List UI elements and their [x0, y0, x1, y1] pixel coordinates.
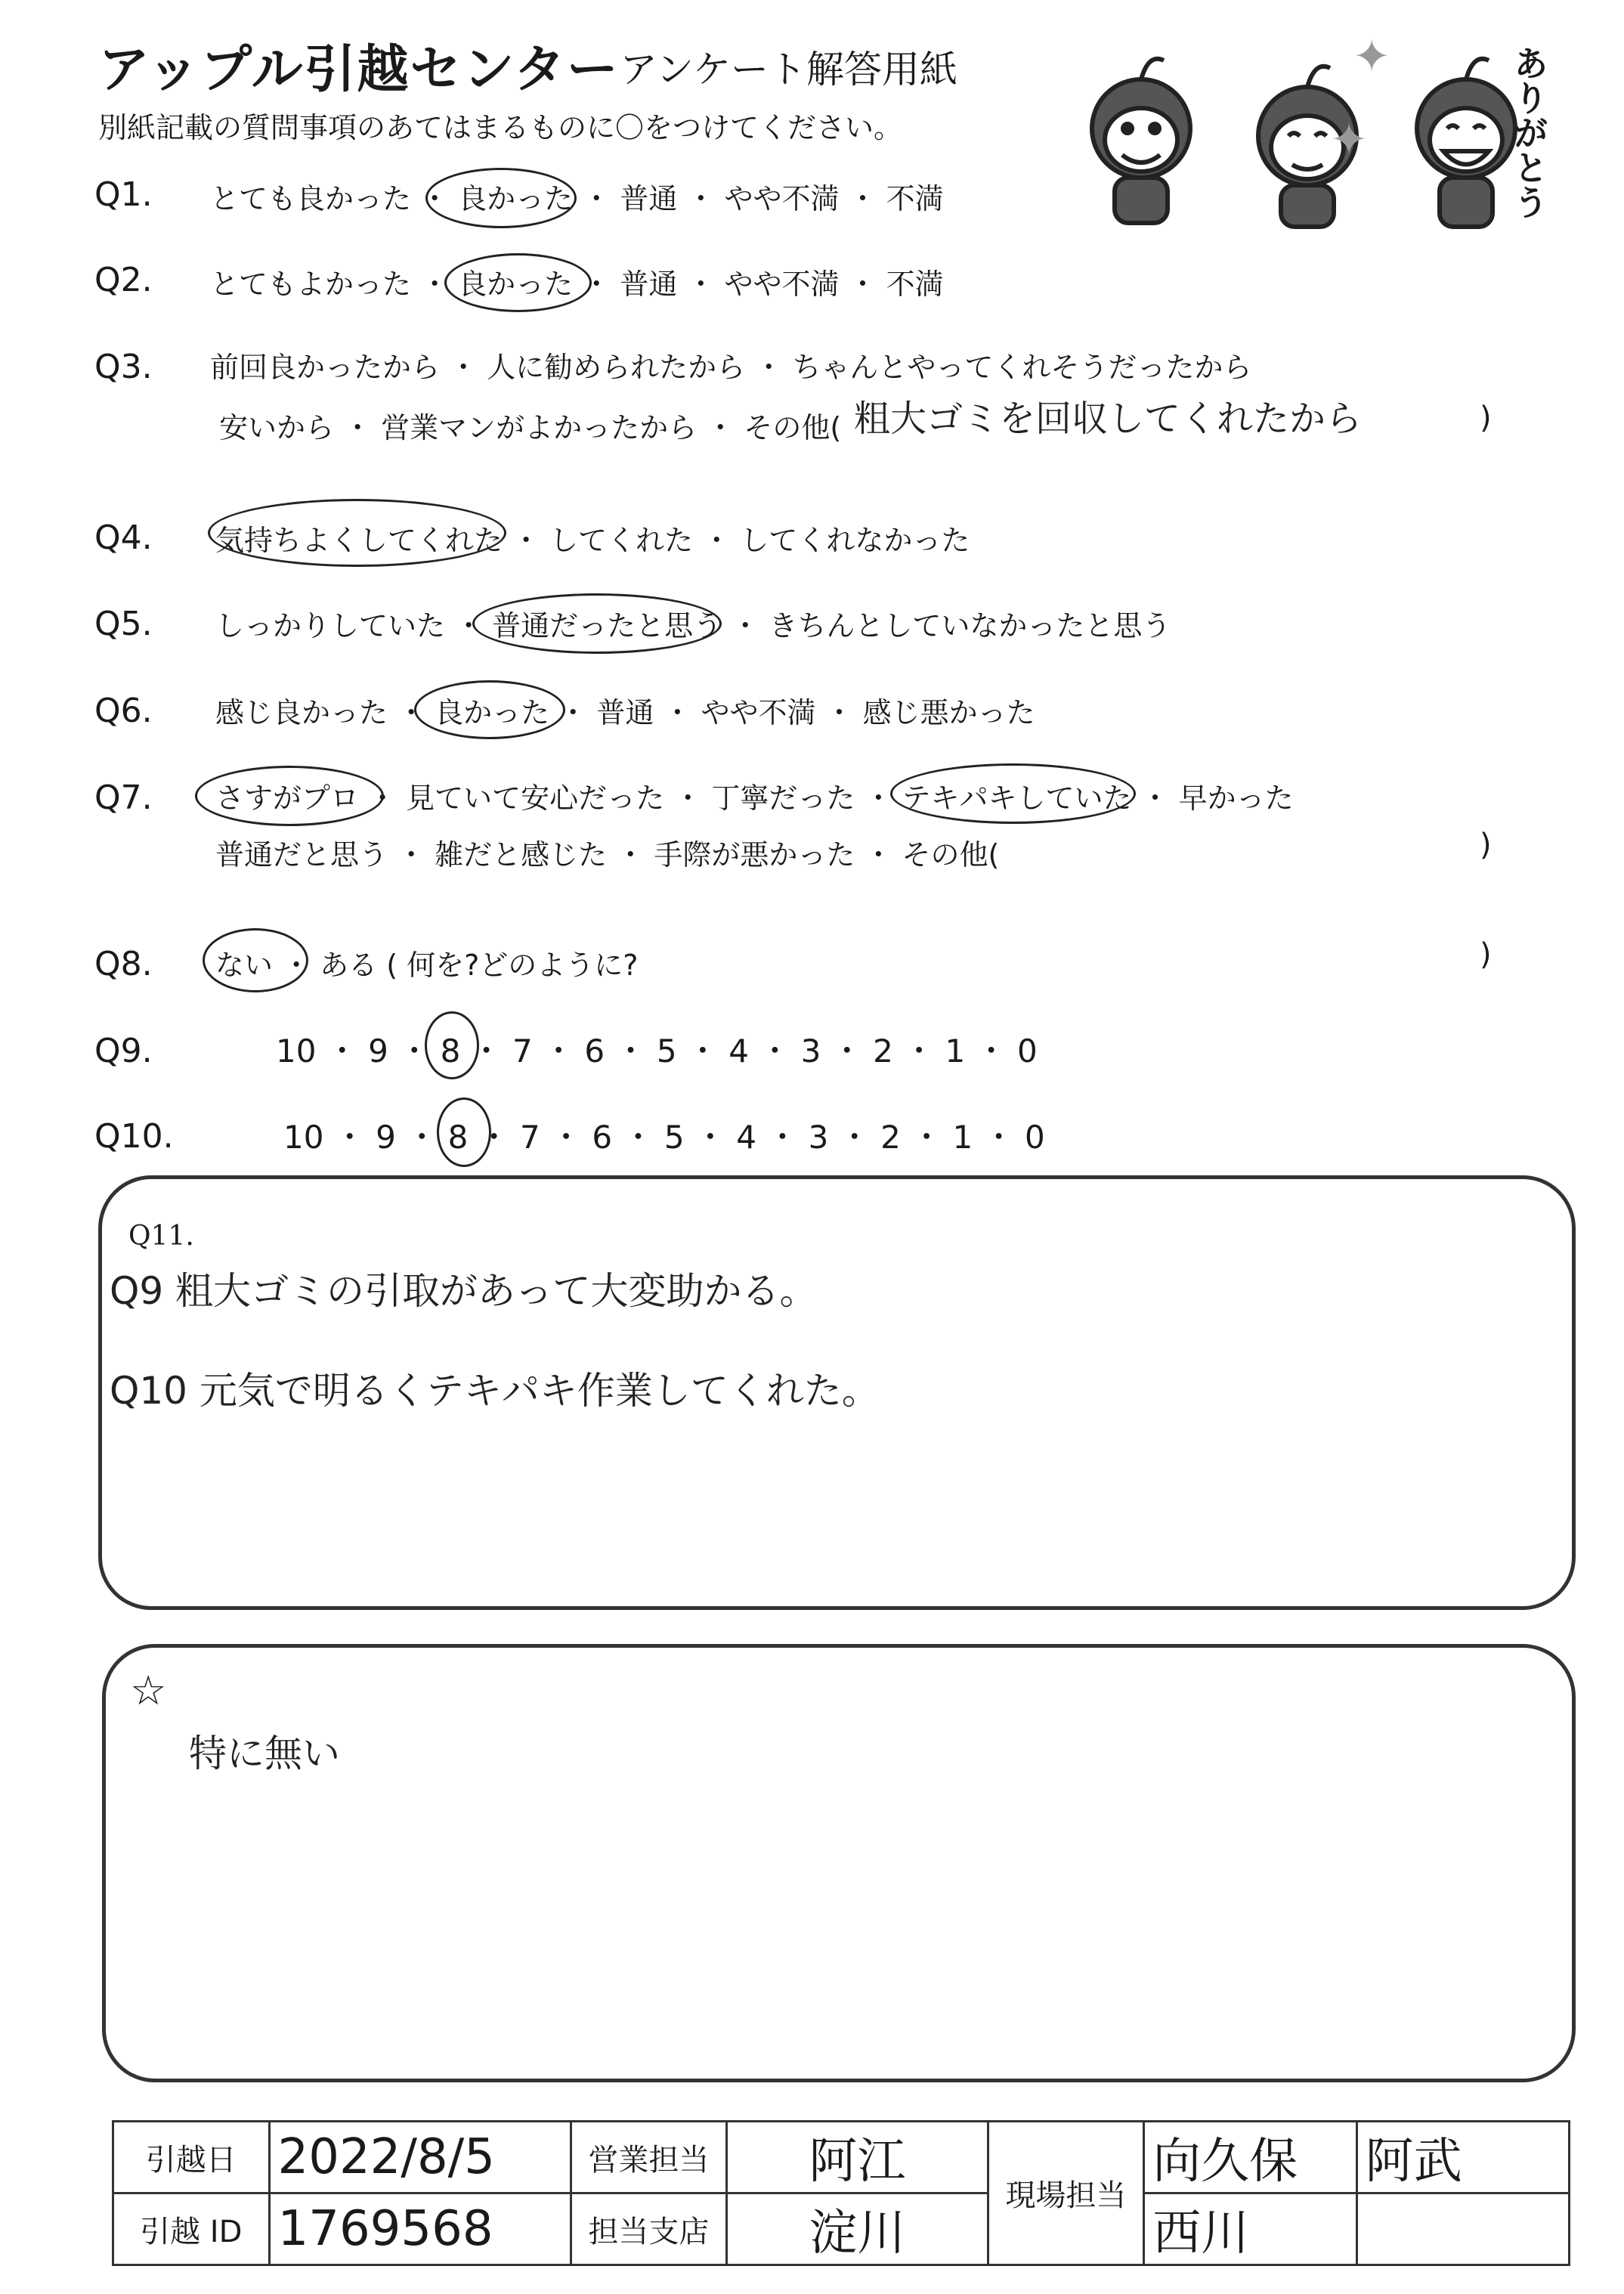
instruction-text: 別紙記載の質問事項のあてはまるものに〇をつけてください。 — [98, 111, 903, 144]
q7-answer-circle — [890, 763, 1136, 824]
site-rep-empty-cell — [1356, 2193, 1569, 2265]
q10-answer-circle — [437, 1097, 491, 1167]
q5-options: しっかりしていた ・ 普通だったと思う ・ きちんとしていなかったと思う — [215, 609, 1171, 642]
move-date-label: 引越日 — [113, 2122, 270, 2193]
q11-comment-line1: Q9 粗大ゴミの引取があって大変助かる。 — [110, 1269, 818, 1313]
sales-rep-label: 営業担当 — [571, 2122, 727, 2193]
q3-options-line2: 安いから ・ 営業マンがよかったから ・ その他( — [219, 411, 842, 444]
q6-answer-circle — [414, 680, 565, 739]
move-date-value: 2022/8/5 — [269, 2122, 571, 2193]
form-title: アップル引越センター — [98, 40, 620, 100]
other-comment-box — [102, 1644, 1576, 2082]
site-rep-label: 現場担当 — [988, 2122, 1144, 2265]
sparkle-icon: ✦ — [1353, 30, 1391, 83]
q3-other-handwritten: 粗大ゴミを回収してくれたから — [854, 398, 1363, 440]
q6-label: Q6. — [94, 692, 153, 730]
q10-label: Q10. — [94, 1117, 174, 1156]
q4-answer-circle — [208, 499, 506, 567]
q2-options: とてもよかった ・ 良かった ・ 普通 ・ やや不満 ・ 不満 — [210, 268, 944, 301]
q8-answer-circle — [203, 928, 308, 992]
q7-label: Q7. — [94, 779, 153, 817]
other-comment-text: 特に無い — [189, 1732, 340, 1775]
monkey-icon — [1092, 59, 1190, 223]
form-subtitle: アンケート解答用紙 — [620, 48, 957, 91]
q1-options: とても良かった ・ 良かった ・ 普通 ・ やや不満 ・ 不満 — [210, 182, 944, 215]
thanks-vertical-text: ありがとう — [1508, 45, 1549, 219]
site-rep-value-2: 阿武 — [1356, 2122, 1569, 2193]
sparkle-icon: ✦ — [1330, 113, 1369, 166]
q4-label: Q4. — [94, 519, 153, 557]
q3-label: Q3. — [94, 348, 153, 386]
q5-answer-circle — [472, 593, 722, 654]
q4-options: 気持ちよくしてくれた ・ してくれた ・ してくれなかった — [215, 524, 970, 557]
star-icon: ☆ — [130, 1667, 167, 1714]
q7-close-paren: ) — [1480, 828, 1492, 862]
q8-options: ない ・ ある ( 何を?どのように? — [215, 949, 639, 982]
q9-answer-circle — [425, 1011, 479, 1079]
q11-label: Q11. — [128, 1221, 194, 1252]
q9-label: Q9. — [94, 1032, 153, 1070]
q11-comment-line2: Q10 元気で明るくテキパキ作業してくれた。 — [110, 1369, 880, 1413]
site-rep-value-1: 向久保 — [1144, 2122, 1356, 2193]
q10-scale: 10 ・ 9 ・ 8 ・ 7 ・ 6 ・ 5 ・ 4 ・ 3 ・ 2 ・ 1 ・ 0 — [283, 1119, 1045, 1156]
move-id-label: 引越 ID — [113, 2193, 270, 2265]
staff-info-table — [112, 2120, 1570, 2266]
sales-rep-value: 阿江 — [727, 2122, 988, 2193]
q1-answer-circle — [425, 168, 577, 228]
q7-options-line1: さすがプロ ・ 見ていて安心だった ・ 丁寧だった ・ テキパキしていた ・ 早かった — [215, 782, 1294, 815]
q1-label: Q1. — [94, 175, 153, 214]
branch-label: 担当支店 — [571, 2193, 727, 2265]
q2-label: Q2. — [94, 261, 153, 299]
q3-options-line1: 前回良かったから ・ 人に勧められたから ・ ちゃんとやってくれそうだったから — [210, 351, 1252, 384]
q8-close-paren: ) — [1480, 937, 1492, 972]
q6-options: 感じ良かった ・ 良かった ・ 普通 ・ やや不満 ・ 感じ悪かった — [215, 696, 1035, 729]
q5-label: Q5. — [94, 605, 153, 643]
q8-label: Q8. — [94, 945, 153, 983]
q7-answer-circle — [195, 766, 384, 826]
q7-options-line2: 普通だと思う ・ 雑だと感じた ・ 手際が悪かった ・ その他( — [215, 838, 1000, 871]
site-rep-value-3: 西川 — [1144, 2193, 1356, 2265]
move-id-value: 1769568 — [269, 2193, 571, 2265]
q3-close-paren: ) — [1480, 401, 1492, 435]
q2-answer-circle — [444, 253, 592, 312]
branch-value: 淀川 — [727, 2193, 988, 2265]
monkey-icon — [1417, 59, 1515, 227]
q9-scale: 10 ・ 9 ・ 8 ・ 7 ・ 6 ・ 5 ・ 4 ・ 3 ・ 2 ・ 1 ・ 0 — [276, 1032, 1038, 1070]
